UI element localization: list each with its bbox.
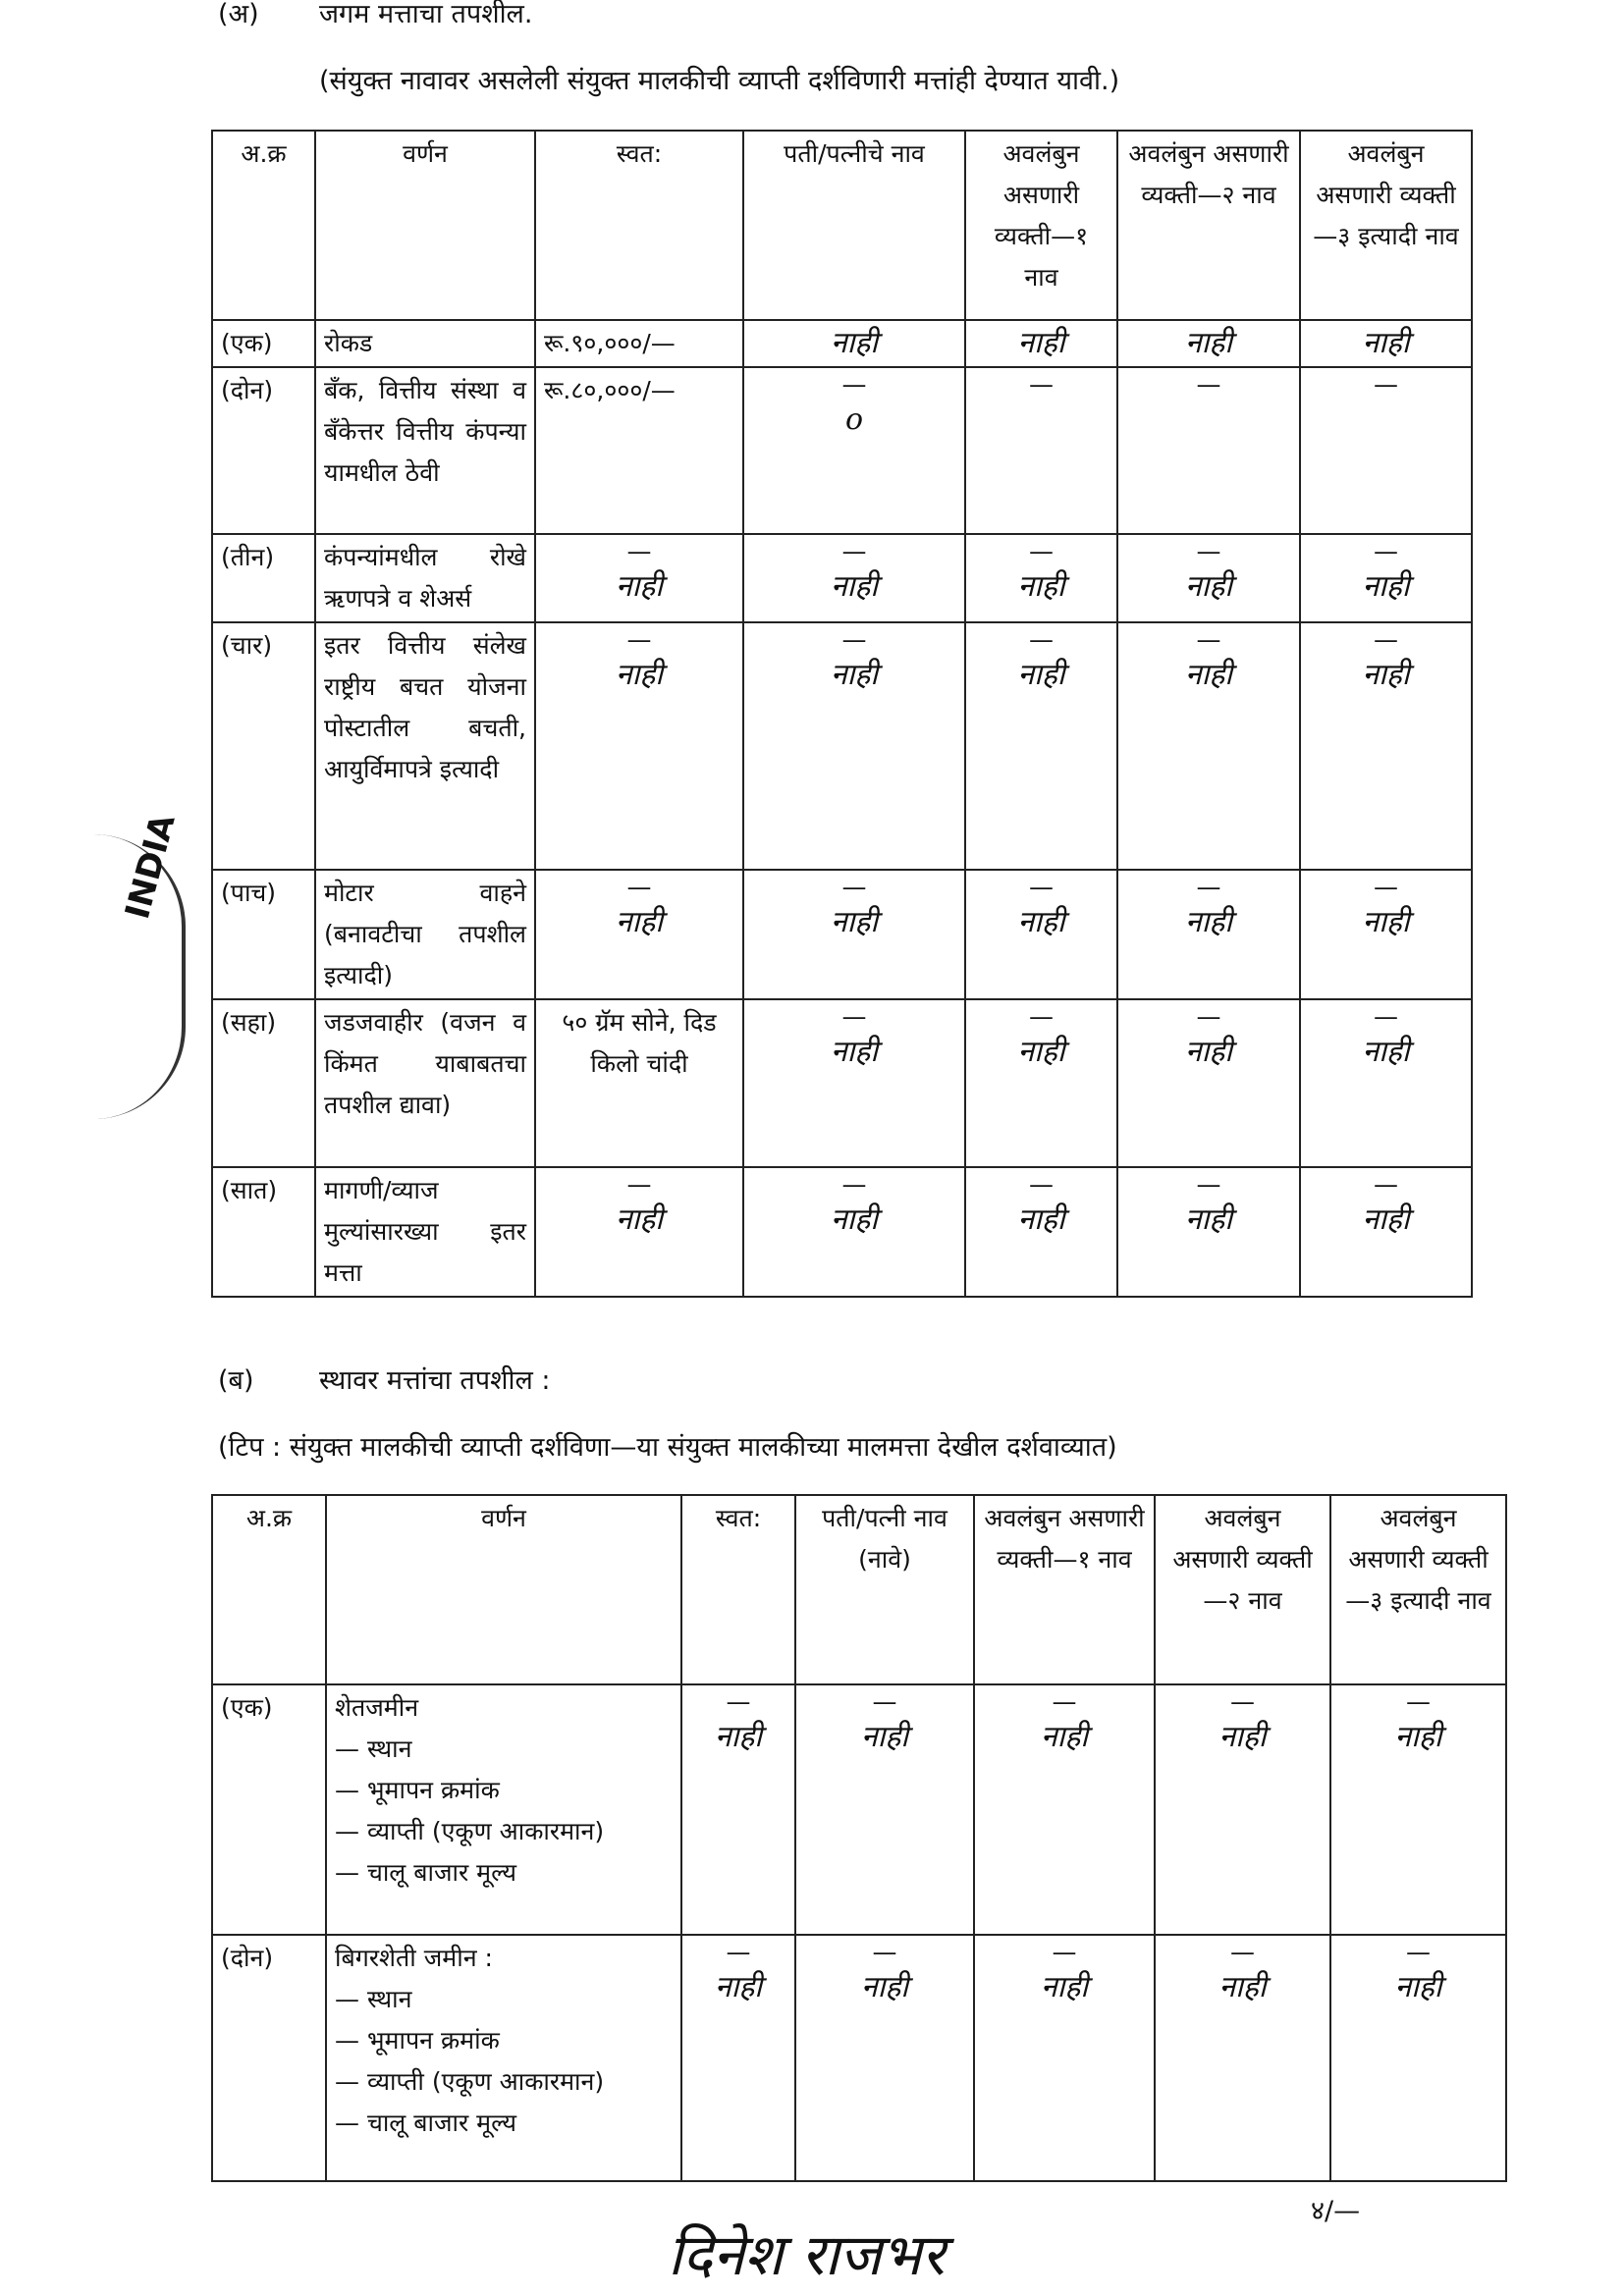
section-b-note: (टिप : संयुक्त मालकीची व्याप्ती दर्शविणा—या संयुक्त मालकीच्या मालमत्ता देखील दर्शवाव्यात) — [218, 1432, 1117, 1463]
dash-mark: — — [1052, 1938, 1077, 1966]
description-item: — स्थान — [335, 1985, 412, 2013]
handwritten-value: o — [844, 402, 864, 437]
dash-mark: — — [841, 1170, 867, 1199]
table-cell — [1300, 622, 1472, 870]
handwritten-value: नाही — [830, 569, 879, 604]
table-cell — [795, 1684, 974, 1935]
handwritten-value: नाही — [1017, 1202, 1065, 1237]
table-cell — [965, 320, 1117, 367]
dash-mark: — — [1029, 873, 1054, 901]
row-number: (एक) — [212, 1684, 326, 1935]
dash-mark: — — [626, 1170, 652, 1199]
handwritten-value: नाही — [830, 1035, 879, 1069]
handwritten-value: नाही — [1394, 1970, 1442, 2004]
row-description: मागणी/व्याज मुल्यांसारख्या इतर मत्ता — [315, 1167, 535, 1297]
table-row — [212, 1684, 1506, 1935]
table-cell — [1117, 999, 1300, 1167]
handwritten-value: नाही — [615, 1202, 664, 1237]
dash-mark: — — [1029, 1170, 1054, 1199]
row-number: (एक) — [212, 320, 315, 367]
dash-mark: — — [841, 370, 867, 399]
column-header: स्वत: — [535, 131, 743, 320]
dash-mark: — — [726, 1687, 751, 1716]
immovable-assets-table — [211, 1494, 1507, 2182]
dash-mark: — — [1029, 370, 1054, 399]
column-header: अवलंबुन असणारी व्यक्ती—३ इत्यादी नाव — [1330, 1495, 1506, 1684]
row-description — [326, 1684, 681, 1935]
table-row — [212, 1167, 1472, 1297]
row-description: इतर वित्तीय संलेख राष्ट्रीय बचत योजना पोस्टातील बचती, आयुर्विमापत्रे इत्यादी — [315, 622, 535, 870]
dash-mark: — — [1196, 537, 1221, 565]
column-header: अवलंबुन असणारी व्यक्ती—३ इत्यादी नाव — [1300, 131, 1472, 320]
column-header: अवलंबुन असणारी व्यक्ती—२ नाव — [1155, 1495, 1330, 1684]
table-cell — [535, 1167, 743, 1297]
table-cell — [1117, 1167, 1300, 1297]
handwritten-value: नाही — [1184, 326, 1233, 360]
dash-mark: — — [872, 1938, 897, 1966]
table-cell — [974, 1935, 1155, 2181]
handwritten-value: नाही — [714, 1720, 763, 1754]
handwritten-value: नाही — [1362, 1202, 1410, 1237]
table-cell — [1300, 1167, 1472, 1297]
handwritten-value: नाही — [1184, 1202, 1233, 1237]
table-cell — [1300, 320, 1472, 367]
page-number: ४/— — [1311, 2196, 1361, 2226]
handwritten-value: नाही — [1184, 1035, 1233, 1069]
description-item: — व्याप्ती (एकूण आकारमान) — [335, 2067, 605, 2096]
handwritten-value: नाही — [1184, 658, 1233, 692]
table-cell — [681, 1684, 795, 1935]
section-a-title: जगम मत्ताचा तपशील. — [319, 0, 533, 29]
column-header: अवलंबुन असणारी व्यक्ती—१ नाव — [965, 131, 1117, 320]
table-cell — [795, 1935, 974, 2181]
description-item: — भूमापन क्रमांक — [335, 1776, 500, 1804]
table-cell — [1117, 367, 1300, 534]
table-cell — [965, 367, 1117, 534]
table-cell — [743, 367, 965, 534]
row-description: बँक, वित्तीय संस्था व बँकेत्तर वित्तीय कंपन्या यामधील ठेवी — [315, 367, 535, 534]
table-cell — [1300, 534, 1472, 622]
dash-mark: — — [1196, 370, 1221, 399]
table-cell — [535, 622, 743, 870]
handwritten-value: नाही — [1017, 905, 1065, 939]
row-number: (सहा) — [212, 999, 315, 1167]
dash-mark: — — [1052, 1687, 1077, 1716]
row-description: कंपन्यांमधील रोखे ऋणपत्रे व शेअर्स — [315, 534, 535, 622]
table-cell — [743, 534, 965, 622]
row-number: (दोन) — [212, 1935, 326, 2181]
handwritten-value: नाही — [1362, 1035, 1410, 1069]
row-description: जडजवाहीर (वजन व किंमत याबाबतचा तपशील द्यावा) — [315, 999, 535, 1167]
table-cell — [965, 534, 1117, 622]
self-value: ५० ग्रॅम सोने, दिड किलो चांदी — [535, 999, 743, 1167]
description-item: — चालू बाजार मूल्य — [335, 1858, 517, 1887]
table-cell — [1117, 534, 1300, 622]
row-number: (दोन) — [212, 367, 315, 534]
description-title: शेतजमीन — [335, 1693, 419, 1722]
handwritten-value: नाही — [1017, 569, 1065, 604]
dash-mark: — — [1196, 1170, 1221, 1199]
handwritten-value: नाही — [1394, 1720, 1442, 1754]
handwritten-value: नाही — [1184, 905, 1233, 939]
dash-mark: — — [626, 537, 652, 565]
table-cell — [743, 320, 965, 367]
handwritten-value: नाही — [1218, 1720, 1267, 1754]
row-number: (तीन) — [212, 534, 315, 622]
table-cell — [1330, 1935, 1506, 2181]
table-row — [212, 870, 1472, 999]
dash-mark: — — [726, 1938, 751, 1966]
column-header: पती/पत्नी नाव (नावे) — [795, 1495, 974, 1684]
table-cell — [965, 870, 1117, 999]
handwritten-value: नाही — [1184, 569, 1233, 604]
dash-mark: — — [1196, 873, 1221, 901]
table-row — [212, 622, 1472, 870]
dash-mark: — — [1374, 1170, 1398, 1199]
handwritten-value: नाही — [860, 1970, 909, 2004]
row-description: रोकड — [315, 320, 535, 367]
column-header: पती/पत्नीचे नाव — [743, 131, 965, 320]
description-title: बिगरशेती जमीन : — [335, 1944, 493, 1972]
handwritten-value: नाही — [860, 1720, 909, 1754]
dash-mark: — — [1196, 1002, 1221, 1031]
movable-assets-table — [211, 130, 1473, 1298]
signature: दिनेश राजभर — [668, 2221, 946, 2288]
dash-mark: — — [1374, 370, 1398, 399]
table-cell — [1117, 622, 1300, 870]
handwritten-value: नाही — [615, 905, 664, 939]
table-cell — [1117, 870, 1300, 999]
table-cell — [974, 1684, 1155, 1935]
column-header: अवलंबुन असणारी व्यक्ती—१ नाव — [974, 1495, 1155, 1684]
dash-mark: — — [1374, 537, 1398, 565]
table-cell — [1155, 1935, 1330, 2181]
description-item: — व्याप्ती (एकूण आकारमान) — [335, 1817, 605, 1845]
row-number: (चार) — [212, 622, 315, 870]
column-header: वर्णन — [315, 131, 535, 320]
row-description — [326, 1935, 681, 2181]
dash-mark: — — [1230, 1938, 1255, 1966]
table-cell — [1300, 870, 1472, 999]
dash-mark: — — [872, 1687, 897, 1716]
table-cell — [743, 1167, 965, 1297]
dash-mark: — — [1374, 625, 1398, 654]
handwritten-value: नाही — [615, 658, 664, 692]
handwritten-value: नाही — [1362, 658, 1410, 692]
table-row — [212, 999, 1472, 1167]
dash-mark: — — [1406, 1687, 1431, 1716]
table-cell — [535, 534, 743, 622]
dash-mark: — — [1374, 873, 1398, 901]
handwritten-value: नाही — [1040, 1970, 1089, 2004]
self-value: रू.८०,०००/— — [535, 367, 743, 534]
dash-mark: — — [1374, 1002, 1398, 1031]
header-row — [212, 131, 1472, 320]
table-cell — [535, 870, 743, 999]
handwritten-value: नाही — [1017, 658, 1065, 692]
handwritten-value: नाही — [830, 326, 879, 360]
column-header: स्वत: — [681, 1495, 795, 1684]
section-b-label: (ब) — [218, 1365, 254, 1396]
dash-mark: — — [1029, 1002, 1054, 1031]
handwritten-value: नाही — [830, 905, 879, 939]
table-cell — [681, 1935, 795, 2181]
handwritten-value: नाही — [1017, 326, 1065, 360]
handwritten-value: नाही — [1362, 326, 1410, 360]
row-number: (पाच) — [212, 870, 315, 999]
row-number: (सात) — [212, 1167, 315, 1297]
table-cell — [743, 870, 965, 999]
table-row — [212, 534, 1472, 622]
handwritten-value: नाही — [1017, 1035, 1065, 1069]
dash-mark: — — [626, 625, 652, 654]
dash-mark: — — [1029, 537, 1054, 565]
self-value: रू.९०,०००/— — [535, 320, 743, 367]
handwritten-value: नाही — [1362, 905, 1410, 939]
table-row — [212, 320, 1472, 367]
dash-mark: — — [841, 537, 867, 565]
dash-mark: — — [1196, 625, 1221, 654]
column-header: अ.क्र — [212, 131, 315, 320]
column-header: अवलंबुन असणारी व्यक्ती—२ नाव — [1117, 131, 1300, 320]
handwritten-value: नाही — [830, 658, 879, 692]
section-a-note: (संयुक्त नावावर असलेली संयुक्त मालकीची व्याप्ती दर्शविणारी मत्तांही देण्यात यावी.) — [319, 66, 1120, 96]
stamp-text: INDIA — [118, 810, 184, 924]
column-header: अ.क्र — [212, 1495, 326, 1684]
description-item: — स्थान — [335, 1735, 412, 1763]
dash-mark: — — [1230, 1687, 1255, 1716]
section-a-label: (अ) — [218, 0, 259, 29]
handwritten-value: नाही — [615, 569, 664, 604]
handwritten-value: नाही — [1218, 1970, 1267, 2004]
handwritten-value: नाही — [1040, 1720, 1089, 1754]
section-b-title: स्थावर मत्तांचा तपशील : — [319, 1365, 551, 1396]
table-cell — [1117, 320, 1300, 367]
table-cell — [1155, 1684, 1330, 1935]
dash-mark: — — [1029, 625, 1054, 654]
table-cell — [965, 999, 1117, 1167]
dash-mark: — — [841, 1002, 867, 1031]
description-item: — भूमापन क्रमांक — [335, 2026, 500, 2055]
description-item: — चालू बाजार मूल्य — [335, 2109, 517, 2137]
handwritten-value: नाही — [830, 1202, 879, 1237]
header-row — [212, 1495, 1506, 1684]
table-cell — [743, 999, 965, 1167]
table-cell — [743, 622, 965, 870]
table-row — [212, 1935, 1506, 2181]
table-cell — [1300, 999, 1472, 1167]
handwritten-value: नाही — [1362, 569, 1410, 604]
table-row — [212, 367, 1472, 534]
row-description: मोटार वाहने (बनावटीचा तपशील इत्यादी) — [315, 870, 535, 999]
column-header: वर्णन — [326, 1495, 681, 1684]
dash-mark: — — [626, 873, 652, 901]
table-cell — [1300, 367, 1472, 534]
dash-mark: — — [1406, 1938, 1431, 1966]
dash-mark: — — [841, 625, 867, 654]
table-cell — [965, 1167, 1117, 1297]
table-cell — [1330, 1684, 1506, 1935]
dash-mark: — — [841, 873, 867, 901]
handwritten-value: नाही — [714, 1970, 763, 2004]
table-cell — [965, 622, 1117, 870]
